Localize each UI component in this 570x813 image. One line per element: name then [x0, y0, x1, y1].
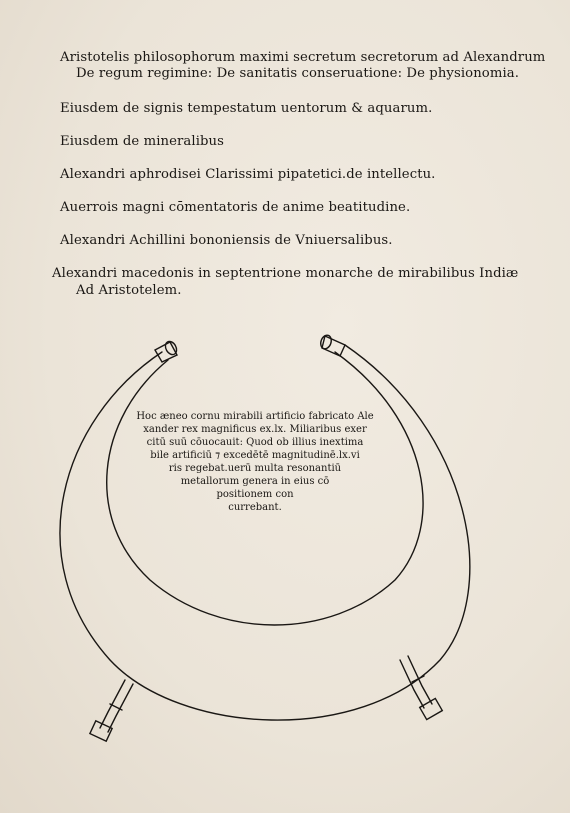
title-line-9: Ad Aristotelem. — [76, 283, 182, 298]
title-line-6: Auerrois magni cōmentatoris de anime beatitudine. — [60, 200, 411, 215]
title-line-5: Alexandri aphrodisei Clarissimi pipatetici.de intellectu. — [60, 167, 436, 182]
title-line-4: Eiusdem de mineralibus — [60, 134, 225, 149]
title-line-7: Alexandri Achillini bononiensis de Vniuersalibus. — [60, 233, 393, 248]
title-line-2: De regum regimine: De sanitatis conseruatione: De physionomia. — [76, 66, 520, 81]
title-line-8: Alexandri macedonis in septentrione monarche de mirabilibus Indiæ — [52, 266, 519, 281]
inscription-line-3: citū suū cōuocauit: Quod ob illius inextima — [146, 437, 364, 448]
title-line-3: Eiusdem de signis tempestatum uentorum & aquarum. — [60, 101, 433, 116]
inscription-line-8: currebant. — [228, 502, 282, 513]
inscription-line-2: xander rex magnificus ex.lx. Miliaribus exer — [143, 424, 367, 435]
inscription-line-1: Hoc æneo cornu mirabili artificio fabricato Ale — [136, 411, 374, 422]
title-line-1: Aristotelis philosophorum maximi secretum secretorum ad Alexandrum — [60, 50, 546, 65]
inscription-line-7: positionem con — [216, 489, 294, 500]
inscription-line-4: bile artificiū ⁊ excedētē magnitudinē.lx.vi — [150, 450, 360, 461]
inscription-line-5: ris regebat.uerū multa resonantiū — [168, 463, 342, 474]
horn-inscription — [120, 410, 390, 514]
inscription-line-6: metallorum genera in eius cō — [180, 476, 330, 487]
